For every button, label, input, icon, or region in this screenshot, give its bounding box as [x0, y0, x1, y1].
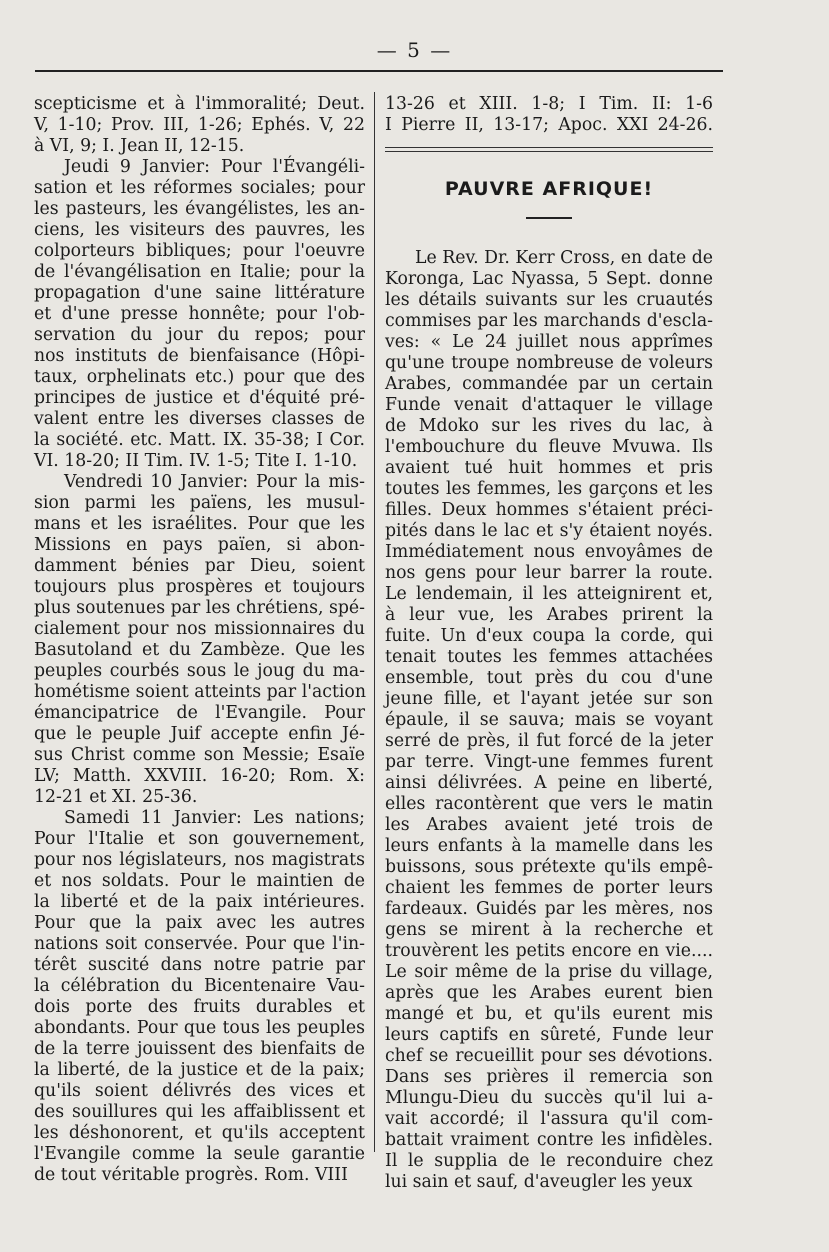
text-line: fardeaux. Guidés par les mères, nos [385, 899, 713, 919]
text-line: Il le supplia de le reconduire chez [385, 1151, 713, 1171]
text-line: Jeudi 9 Janvier: Pour l'Évangéli- [64, 157, 365, 177]
text-line: leurs enfants à la mamelle dans les [385, 836, 713, 856]
text-line: filles. Deux hommes s'étaient préci- [385, 500, 713, 520]
left-column [34, 94, 365, 1186]
text-line: qu'une troupe nombreuse de voleurs [385, 353, 713, 373]
text-line: que le peuple Juif accepte enfin Jé- [34, 724, 365, 744]
text-line: et nos soldats. Pour le maintien de [34, 871, 365, 891]
text-line: Koronga, Lac Nyassa, 5 Sept. donne [385, 269, 713, 289]
text-line: nos gens pour leur barrer la route. [385, 563, 713, 583]
text-line: térêt suscité dans notre patrie par [34, 955, 365, 975]
text-line: Pour l'Italie et son gouvernement, [34, 829, 365, 849]
text-line: la liberté et de la paix intérieures. [34, 892, 365, 912]
text-line: nations soit conservée. Pour que l'in- [34, 934, 365, 954]
text-line: commises par les marchands d'escla- [385, 311, 713, 331]
text-line: chaient les femmes de porter leurs [385, 878, 713, 898]
text-line: lui sain et sauf, d'aveugler les yeux [385, 1172, 693, 1192]
text-line: I Pierre II, 13-17; Apoc. XXI 24-26. [385, 115, 713, 135]
text-line: buissons, sous prétexte qu'ils empê- [385, 857, 713, 877]
text-line: les Arabes avaient jeté trois de [385, 815, 713, 835]
text-line: Dans ses prières il remercia son [385, 1067, 713, 1087]
text-line: les détails suivants sur les cruautés [385, 290, 713, 310]
text-line: ensemble, tout près du cou d'une [385, 668, 713, 688]
text-line: pités dans le lac et s'y étaient noyés. [385, 521, 713, 541]
text-line: principes de justice et d'équité pré- [34, 388, 365, 408]
text-line: dois porte des fruits durables et [34, 997, 365, 1017]
text-line: vait accordé; il l'assura qu'il com- [385, 1109, 713, 1129]
right-column-body [385, 248, 713, 1193]
article-heading: PAUVRE AFRIQUE! [444, 178, 654, 200]
text-line: toutes les femmes, les garçons et les [385, 479, 713, 499]
text-line: mangé et bu, et qu'ils eurent mis [385, 1004, 713, 1024]
page-number: — 5 — [376, 38, 453, 62]
text-line: chef se recueillit pour ses dévotions. [385, 1046, 713, 1066]
text-line: Le lendemain, il les atteignirent et, [385, 584, 713, 604]
text-line: plus soutenues par les chrétiens, spé- [34, 598, 365, 618]
text-line: avaient tué huit hommes et pris [385, 458, 713, 478]
text-line: battait vraiment contre les infidèles. [385, 1130, 713, 1150]
text-line: les déshonorent, et qu'ils acceptent [34, 1123, 365, 1143]
text-line: serré de près, il fut forcé de la jeter [385, 731, 713, 751]
text-line: cialement pour nos missionnaires du [34, 619, 365, 639]
text-line: les pasteurs, les évangélistes, les an- [34, 199, 365, 219]
text-line: pour nos législateurs, nos magistrats [34, 850, 365, 870]
text-line: à leur vue, les Arabes prirent la [385, 605, 713, 625]
text-line: Arabes, commandée par un certain [385, 374, 713, 394]
text-line: la célébration du Bicentenaire Vau- [34, 976, 365, 996]
section-rule-thin [385, 151, 713, 152]
text-line: leurs captifs en sûreté, Funde leur [385, 1025, 713, 1045]
text-line: 13-26 et XIII. 1-8; I Tim. II: 1-6 [385, 94, 713, 114]
section-rule [385, 147, 713, 148]
text-line: elles racontèrent que vers le matin [385, 794, 713, 814]
text-line: toujours plus prospères et toujours [34, 577, 365, 597]
text-line: des souillures qui les affaiblissent et [34, 1102, 365, 1122]
text-line: abondants. Pour que tous les peuples [34, 1018, 365, 1038]
text-line: VI. 18-20; II Tim. IV. 1-5; Tite I. 1-10. [34, 451, 358, 471]
text-line: l'Evangile comme la seule garantie [34, 1144, 365, 1164]
text-line: jeune fille, et l'ayant jetée sur son [385, 689, 713, 709]
text-line: colporteurs bibliques; pour l'oeuvre [34, 241, 365, 261]
text-line: la liberté, de la justice et de la paix; [34, 1060, 365, 1080]
text-line: par terre. Vingt-une femmes furent [385, 752, 713, 772]
text-line: LV; Matth. XXVIII. 16-20; Rom. X: [34, 766, 365, 786]
header-rule [35, 70, 723, 72]
text-line: ves: « Le 24 juillet nous apprîmes [385, 332, 713, 352]
text-line: sion parmi les païens, les musul- [34, 493, 365, 513]
text-line: scepticisme et à l'immoralité; Deut. [34, 94, 365, 114]
text-line: qu'ils soient délivrés des vices et [34, 1081, 365, 1101]
text-line: propagation d'une saine littérature [34, 283, 365, 303]
text-line: après que les Arabes eurent bien [385, 983, 713, 1003]
heading-dash [526, 217, 572, 219]
text-line: de la terre jouissent des bienfaits de [34, 1039, 365, 1059]
text-line: Le Rev. Dr. Kerr Cross, en date de [415, 248, 713, 268]
text-line: Pour que la paix avec les autres [34, 913, 365, 933]
text-line: épaule, il se sauva; mais se voyant [385, 710, 713, 730]
text-line: sation et les réformes sociales; pour [34, 178, 365, 198]
text-line: valent entre les diverses classes de [34, 409, 365, 429]
text-line: ainsi délivrées. A peine en liberté, [385, 773, 713, 793]
text-line: Le soir même de la prise du village, [385, 962, 713, 982]
text-line: hométisme soient atteints par l'action [34, 682, 366, 702]
text-line: servation du jour du repos; pour [34, 325, 365, 345]
text-line: de Mdoko sur les rives du lac, à [385, 416, 713, 436]
text-line: tenait toutes les femmes attachées [385, 647, 713, 667]
text-line: et d'une presse honnête; pour l'ob- [34, 304, 365, 324]
right-column-top [385, 94, 713, 136]
text-line: Immédiatement nous envoyâmes de [385, 542, 713, 562]
text-line: Missions en pays païen, si abon- [34, 535, 365, 555]
text-line: ciens, les visiteurs des pauvres, les [34, 220, 365, 240]
text-line: de l'évangélisation en Italie; pour la [34, 262, 365, 282]
text-line: la société. etc. Matt. IX. 35-38; I Cor. [34, 430, 365, 450]
text-line: mans et les israélites. Pour que les [34, 514, 365, 534]
text-line: 12-21 et XI. 25-36. [34, 787, 198, 807]
text-line: fuite. Un d'eux coupa la corde, qui [385, 626, 713, 646]
text-line: gens se mirent à la recherche et [385, 920, 713, 940]
text-line: peuples courbés sous le joug du ma- [34, 661, 365, 681]
text-line: l'embouchure du fleuve Mvuwa. Ils [385, 437, 713, 457]
text-line: Mlungu-Dieu du succès qu'il lui a- [385, 1088, 713, 1108]
text-line: Samedi 11 Janvier: Les nations; [64, 808, 365, 828]
text-line: Funde venait d'attaquer le village [385, 395, 713, 415]
text-line: trouvèrent les petits encore en vie.... [385, 941, 713, 961]
text-line: nos instituts de bienfaisance (Hôpi- [34, 346, 365, 366]
text-line: Vendredi 10 Janvier: Pour la mis- [64, 472, 365, 492]
text-line: taux, orphelinats etc.) pour que des [34, 367, 365, 387]
text-line: à VI, 9; I. Jean II, 12-15. [34, 136, 245, 156]
text-line: émancipatrice de l'Evangile. Pour [34, 703, 365, 723]
text-line: de tout véritable progrès. Rom. VIII [34, 1165, 348, 1185]
text-line: damment bénies par Dieu, soient [34, 556, 365, 576]
column-divider [374, 92, 375, 1152]
text-line: V, 1-10; Prov. III, 1-26; Ephés. V, 22 [34, 115, 365, 135]
text-line: Basutoland et du Zambèze. Que les [34, 640, 365, 660]
text-line: sus Christ comme son Messie; Esaïe [34, 745, 365, 765]
